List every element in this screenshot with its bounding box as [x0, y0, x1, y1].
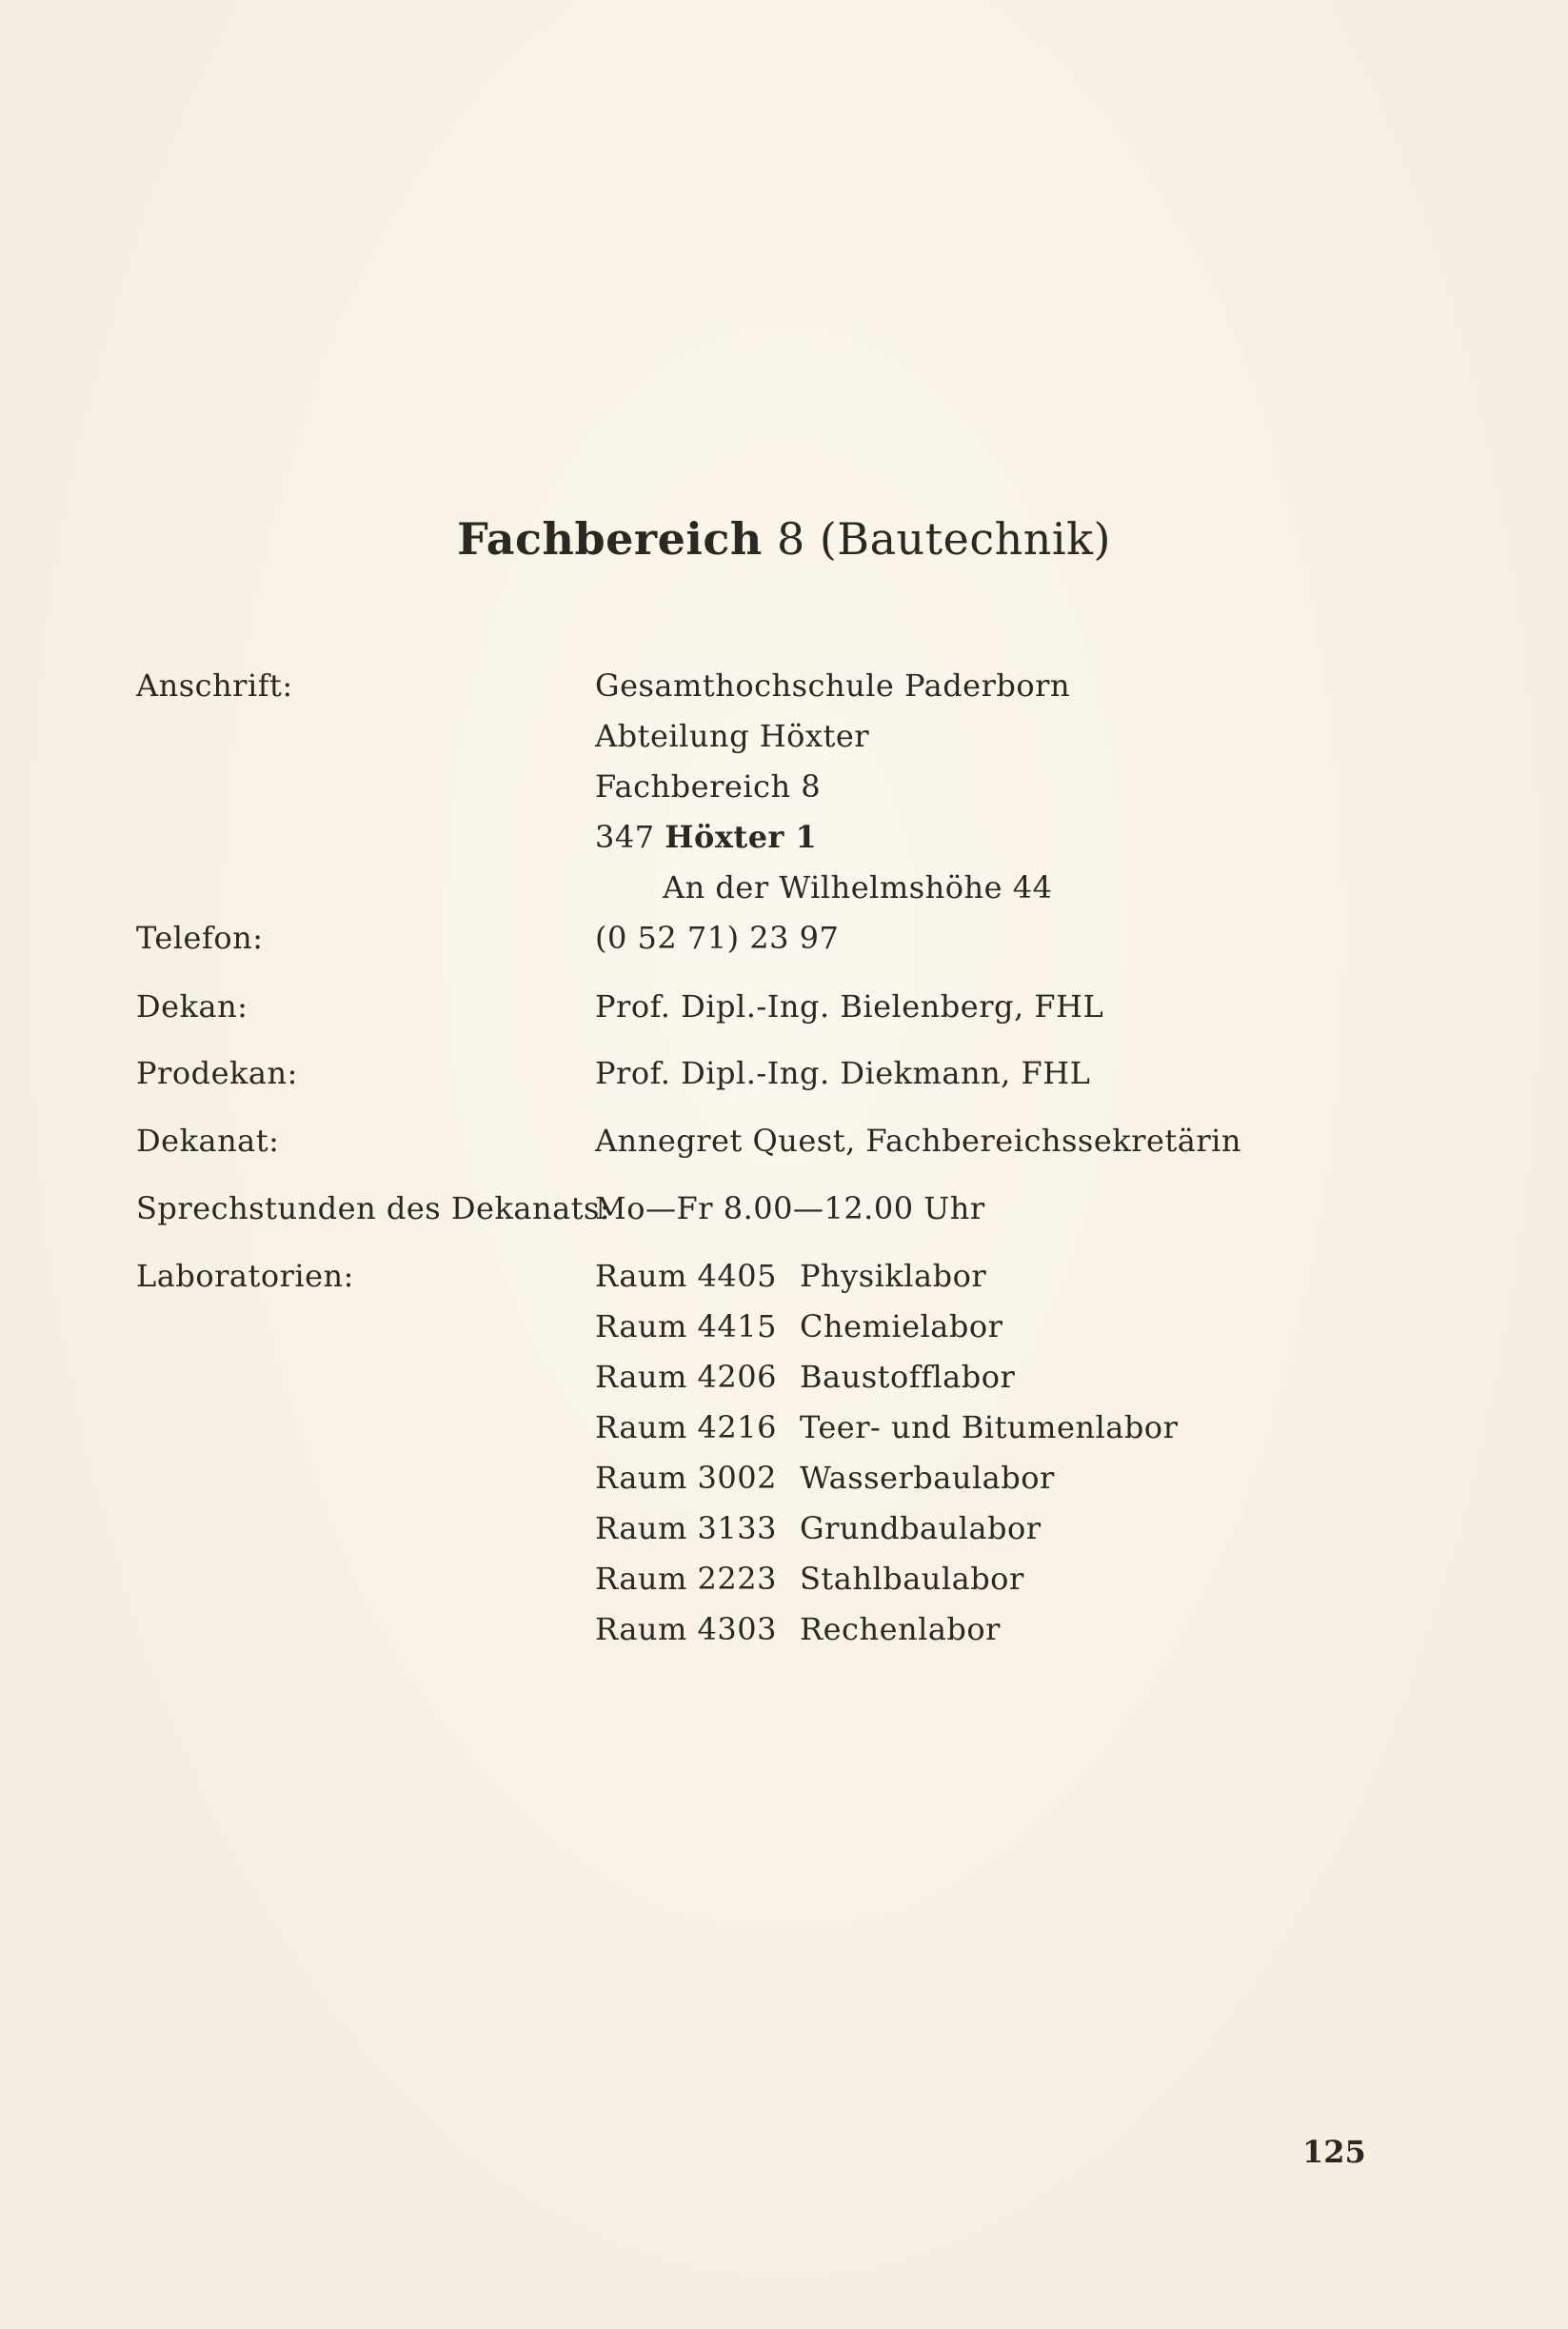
- lab-name: Rechenlabor: [800, 1611, 1001, 1647]
- vice-dean-label: Prodekan:: [136, 1055, 298, 1091]
- lab-name: Stahlbaulabor: [800, 1561, 1024, 1597]
- lab-name: Grundbaulabor: [800, 1510, 1042, 1546]
- vice-dean-value: Prof. Dipl.-Ing. Diekmann, FHL: [595, 1055, 1091, 1091]
- office-hours-value: Mo—Fr 8.00—12.00 Uhr: [595, 1190, 985, 1226]
- lab-room: Raum 4216: [595, 1409, 777, 1445]
- lab-name: Teer- und Bitumenlabor: [800, 1409, 1179, 1445]
- office-hours-label: Sprechstunden des Dekanats:: [136, 1190, 611, 1226]
- lab-name: Baustofflabor: [800, 1359, 1016, 1395]
- address-line-3: Fachbereich 8: [595, 768, 822, 805]
- lab-name: Wasserbaulabor: [800, 1460, 1055, 1496]
- address-line-2: Abteilung Höxter: [595, 718, 870, 754]
- address-label: Anschrift:: [136, 667, 293, 704]
- address-line-4: [595, 818, 817, 856]
- page-title: [0, 510, 1568, 567]
- lab-room: Raum 4206: [595, 1359, 777, 1395]
- title-normal-part: 8 (Bautechnik): [776, 513, 1111, 565]
- lab-room: Raum 3133: [595, 1510, 777, 1546]
- phone-value: (0 52 71) 23 97: [595, 920, 840, 956]
- title-bold-part: Fachbereich: [457, 513, 763, 565]
- page-number: 125: [1302, 2134, 1366, 2170]
- lab-name: Physiklabor: [800, 1258, 987, 1294]
- lab-room: Raum 2223: [595, 1561, 777, 1597]
- address-city: Höxter 1: [665, 819, 818, 855]
- lab-room: Raum 4303: [595, 1611, 777, 1647]
- dean-value: Prof. Dipl.-Ing. Bielenberg, FHL: [595, 988, 1104, 1025]
- address-line-5: An der Wilhelmshöhe 44: [663, 869, 1053, 906]
- address-line-1: Gesamthochschule Paderborn: [595, 667, 1071, 704]
- lab-name: Chemielabor: [800, 1308, 1003, 1344]
- phone-label: Telefon:: [136, 920, 264, 956]
- lab-room: Raum 4415: [595, 1308, 777, 1344]
- deans-office-value: Annegret Quest, Fachbereichssekretärin: [595, 1123, 1241, 1159]
- deans-office-label: Dekanat:: [136, 1123, 280, 1159]
- dean-label: Dekan:: [136, 988, 248, 1025]
- lab-room: Raum 4405: [595, 1258, 777, 1294]
- lab-room: Raum 3002: [595, 1460, 777, 1496]
- laboratories-label: Laboratorien:: [136, 1258, 354, 1294]
- address-postcode: 347: [595, 819, 655, 855]
